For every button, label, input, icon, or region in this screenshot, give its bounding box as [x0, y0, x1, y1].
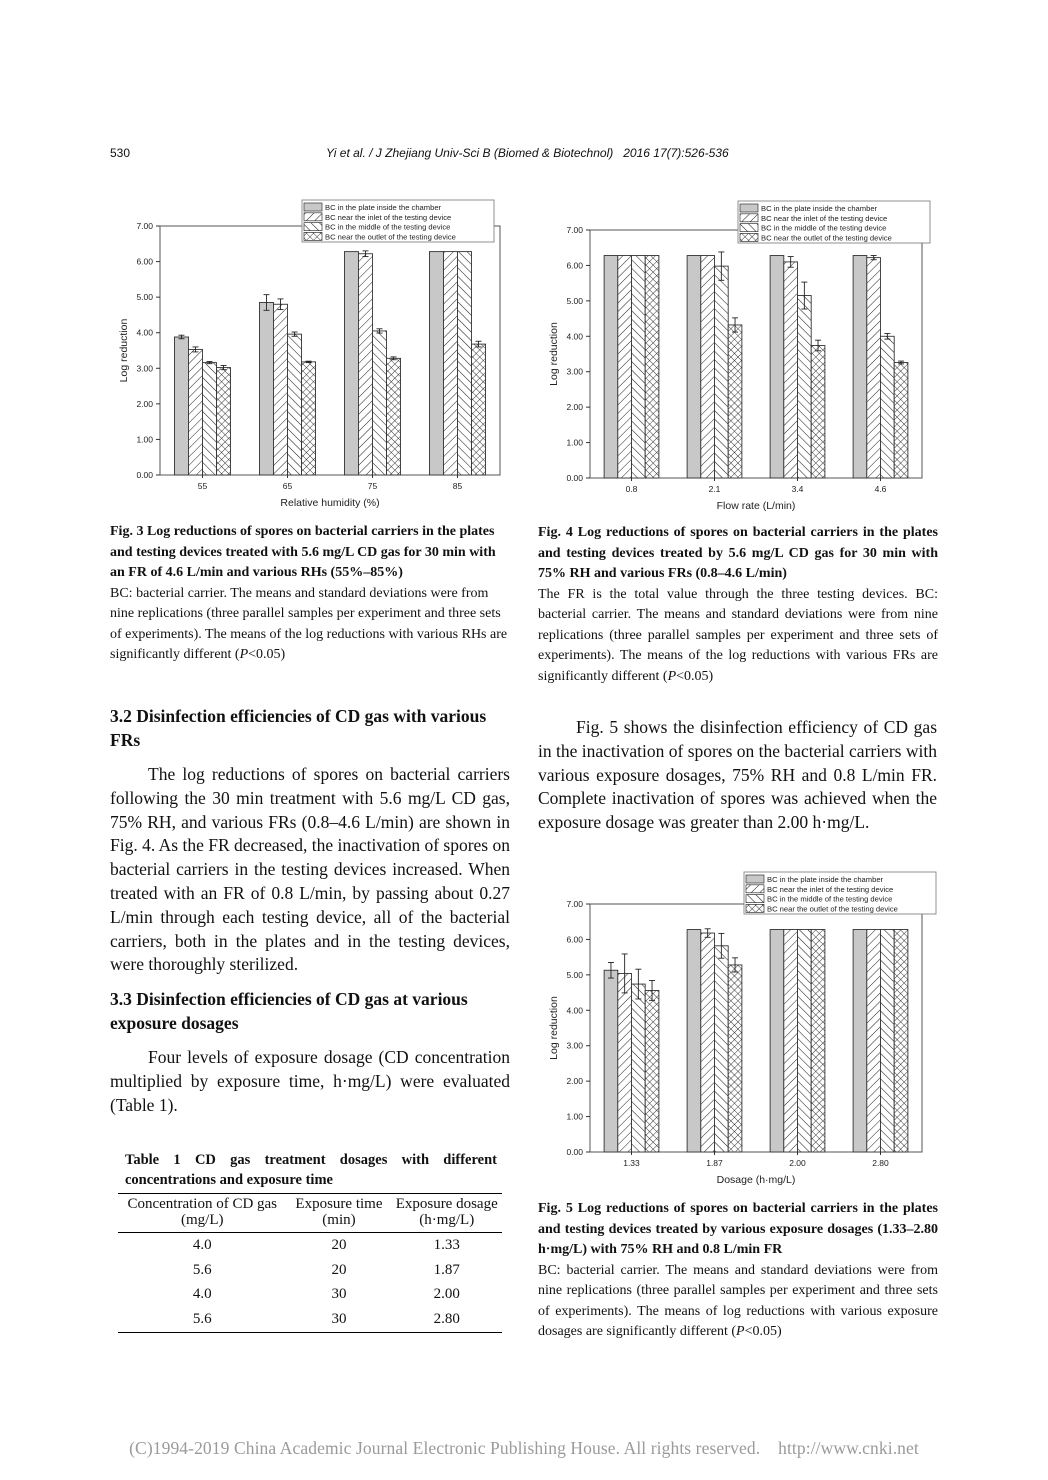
table-header-cell: Concentration of CD gas (mg/L) [127, 1196, 278, 1228]
table-row: 5.6 20 1.87 [192, 1261, 460, 1278]
bar [273, 304, 287, 475]
bar [701, 933, 715, 1152]
legend-swatch [746, 895, 764, 903]
bar [604, 256, 618, 478]
legend-swatch [304, 213, 322, 221]
bar [429, 252, 443, 475]
bar [881, 336, 895, 478]
bar [867, 930, 881, 1152]
legend-label: BC in the plate inside the chamber [767, 875, 884, 884]
table-1-caption: Table 1 CD gas treatment dosages with different concentrations and exposure time [125, 1152, 497, 1188]
bar [701, 256, 715, 478]
legend-label: BC near the inlet of the testing device [325, 212, 452, 222]
chart-legend [744, 872, 936, 914]
x-tick-label: 1.33 [623, 1158, 640, 1168]
p-value: <0.05) [744, 1324, 782, 1339]
legend-label: BC near the inlet of the testing device [767, 884, 894, 894]
bar [798, 930, 812, 1152]
bar [188, 349, 202, 475]
figure-4-chart [540, 194, 938, 518]
y-tick-label: 0.00 [566, 473, 583, 483]
y-tick-label: 5.00 [136, 292, 153, 303]
legend-label: BC in the middle of the testing device [325, 222, 451, 232]
legend-swatch [740, 214, 758, 222]
y-tick-label: 3.00 [566, 366, 583, 377]
running-title: Yi et al. / J Zhejiang Univ-Sci B (Biomed & Biotechnol) 2016 17(7):526-536 [326, 146, 729, 160]
bar [604, 970, 618, 1152]
x-tick-label: 75 [367, 481, 378, 491]
x-tick-label: 2.1 [708, 484, 721, 494]
bar [217, 368, 231, 475]
page-number: 530 [110, 146, 131, 160]
y-axis-label: Log reduction [548, 322, 560, 386]
table-header-cell: Exposure time (min) [295, 1196, 383, 1228]
legend-label: BC in the middle of the testing device [761, 223, 887, 233]
p-symbol: P [667, 668, 677, 684]
figure-4-caption-title: Fig. 4 Log reductions of spores on bacterial carriers in the plates and testing devices treated by 5.6 mg/L CD gas for 30 min with 75% RH and various FRs (0.8–4.6 L/min) [538, 525, 938, 581]
bar [784, 930, 798, 1152]
bar [728, 965, 742, 1152]
bar [811, 345, 825, 478]
bar [344, 252, 358, 475]
p-symbol: P [239, 647, 249, 662]
bar [618, 973, 632, 1152]
bar [798, 296, 812, 478]
legend-label: BC in the plate inside the chamber [761, 204, 878, 213]
bar [618, 256, 632, 478]
bar [288, 334, 302, 475]
figure-3-chart [112, 194, 510, 516]
figure-4-caption-note: The FR is the total value through the three testing devices. BC: bacterial carrier. The means and standard deviations were from nine replications (three parallel samples per experiment and three sets of experiments). The means of the log reductions with various FRs are significantly different ( [538, 586, 938, 684]
x-tick-label: 4.6 [874, 484, 887, 494]
x-tick-label: 55 [197, 481, 208, 491]
y-tick-label: 3.00 [566, 1040, 583, 1051]
legend-label: BC near the outlet of the testing device [767, 904, 898, 914]
y-axis-label: Log reduction [548, 996, 560, 1060]
p-symbol: P [736, 1324, 745, 1339]
y-tick-label: 5.00 [566, 969, 583, 980]
x-tick-label: 65 [282, 481, 293, 491]
y-tick-label: 7.00 [566, 225, 583, 235]
legend-swatch [746, 904, 764, 912]
x-tick-label: 2.80 [872, 1158, 889, 1168]
y-tick-label: 5.00 [566, 295, 583, 306]
y-tick-label: 2.00 [566, 402, 583, 413]
bar [687, 256, 701, 478]
bar [715, 266, 729, 478]
y-tick-label: 1.00 [566, 437, 583, 448]
figure-5-caption-title: Fig. 5 Log reductions of spores on bacterial carriers in the plates and testing devices treated by various exposure dosages (1.33–2.80 h·mg/L) with 75% RH and 0.8 L/min FR [538, 1201, 938, 1257]
x-tick-label: 0.8 [625, 484, 638, 494]
x-tick-label: 85 [452, 481, 463, 491]
figure-5-caption [538, 1199, 938, 1343]
y-tick-label: 4.00 [136, 327, 153, 338]
bar [632, 984, 646, 1152]
copyright-footer: (C)1994-2019 China Academic Journal Electronic Publishing House. All rights reserved. http://www.cnki.net [129, 1438, 919, 1458]
y-tick-label: 3.00 [136, 363, 153, 374]
y-tick-label: 6.00 [566, 260, 583, 271]
y-tick-label: 6.00 [136, 256, 153, 267]
figure-5-chart [540, 866, 938, 1192]
x-axis-label: Relative humidity (%) [280, 497, 380, 509]
fig5-discussion-paragraph: Fig. 5 shows the disinfection efficiency of CD gas in the inactivation of spores on the bacterial carriers with various exposure dosages, 75% RH and 0.8 L/min FR. Complete inactivation of spores was achieved when the exposure dosage was greater than 2.00 h·mg/L. [538, 717, 937, 833]
legend-label: BC near the outlet of the testing device [325, 232, 456, 242]
y-tick-label: 1.00 [136, 434, 153, 445]
y-tick-label: 2.00 [136, 398, 153, 409]
figure-4-caption [538, 523, 938, 687]
section-3-3-heading: 3.3 Disinfection efficiencies of CD gas at various exposure dosages [110, 989, 468, 1033]
y-tick-label: 4.00 [566, 1005, 583, 1016]
section-3-3-paragraph: Four levels of exposure dosage (CD concentration multiplied by exposure time, h·mg/L) were evaluated (Table 1). [110, 1047, 510, 1115]
y-tick-label: 1.00 [566, 1111, 583, 1122]
legend-label: BC near the inlet of the testing device [761, 213, 888, 223]
legend-label: BC in the plate inside the chamber [325, 203, 442, 212]
section-3-2-heading: 3.2 Disinfection efficiencies of CD gas with various FRs [110, 706, 487, 750]
figure-3-caption [110, 522, 510, 666]
bar [259, 302, 273, 475]
bar [728, 325, 742, 478]
legend-swatch [304, 223, 322, 231]
bar [811, 930, 825, 1152]
bar [687, 930, 701, 1152]
y-tick-label: 7.00 [136, 221, 153, 231]
chart-legend [302, 200, 494, 242]
y-axis-label: Log reduction [118, 318, 130, 383]
bar [770, 930, 784, 1152]
legend-swatch [740, 233, 758, 241]
bar [645, 990, 659, 1152]
legend-swatch [304, 232, 322, 240]
section-3-2-paragraph: The log reductions of spores on bacterial carriers following the 30 min treatment with 5.6 mg/L CD gas, 75% RH, and various FRs (0.8–4.6 L/min) are shown in Fig. 4. As the FR decreased, the inactivation of spores on bacterial carriers in the testing devices increased. When treated with an FR of 0.8 L/min, by passing about 0.27 L/min through each testing device, all of the bacterial carriers, both in the plates and in the testing devices, were thoroughly sterilized. [110, 764, 510, 975]
bar [373, 331, 387, 475]
bar [853, 930, 867, 1152]
figure-3-caption-note: BC: bacterial carrier. The means and standard deviations were from nine replications (three parallel samples per experiment and three sets of experiments). The means of the log reductions with various RHs are significantly different ( [110, 585, 508, 662]
legend-label: BC near the outlet of the testing device [761, 233, 892, 243]
bar [358, 254, 372, 475]
bar [867, 258, 881, 478]
legend-swatch [740, 204, 758, 212]
x-axis-label: Dosage (h·mg/L) [716, 1174, 796, 1186]
p-value: <0.05) [676, 668, 714, 684]
table-header-cell: Exposure dosage (h·mg/L) [395, 1196, 498, 1228]
x-axis-label: Flow rate (L/min) [716, 500, 796, 512]
y-tick-label: 4.00 [566, 331, 583, 342]
table-row: 5.6 30 2.80 [192, 1311, 460, 1328]
bar [853, 256, 867, 478]
x-tick-label: 3.4 [791, 484, 804, 494]
figure-3-caption-title: Fig. 3 Log reductions of spores on bacterial carriers in the plates and testing devices treated with 5.6 mg/L CD gas for 30 min with an FR of 4.6 L/min and various RHs (55%–85%) [110, 524, 496, 580]
legend-swatch [746, 875, 764, 883]
bar [472, 344, 486, 475]
y-tick-label: 6.00 [566, 934, 583, 945]
legend-swatch [304, 203, 322, 211]
bar [894, 930, 908, 1152]
bar [443, 252, 457, 475]
legend-swatch [740, 224, 758, 232]
chart-legend [738, 201, 930, 243]
legend-swatch [746, 885, 764, 893]
y-tick-label: 0.00 [566, 1147, 583, 1157]
figure-5-caption-note: BC: bacterial carrier. The means and standard deviations were from nine replications (three parallel samples per experiment and three sets of experiments). The means of log reductions with various exposure dosages are significantly different ( [538, 1262, 938, 1339]
bar [632, 256, 646, 478]
bar [387, 358, 401, 475]
y-tick-label: 7.00 [566, 899, 583, 909]
bar [715, 946, 729, 1152]
bar [784, 262, 798, 478]
bar [894, 363, 908, 478]
bar [645, 256, 659, 478]
bar [174, 337, 188, 475]
table-row: 4.0 20 1.33 [192, 1236, 460, 1253]
bar [881, 930, 895, 1152]
x-tick-label: 1.87 [706, 1158, 723, 1168]
table-row: 4.0 30 2.00 [192, 1286, 460, 1303]
legend-label: BC in the middle of the testing device [767, 894, 893, 904]
bar [302, 362, 316, 475]
x-tick-label: 2.00 [789, 1158, 806, 1168]
bar [770, 256, 784, 478]
p-value: <0.05) [248, 647, 286, 662]
bar [203, 363, 217, 475]
bar [458, 252, 472, 475]
y-tick-label: 0.00 [136, 470, 153, 480]
y-tick-label: 2.00 [566, 1076, 583, 1087]
table-1 [118, 1193, 502, 1333]
